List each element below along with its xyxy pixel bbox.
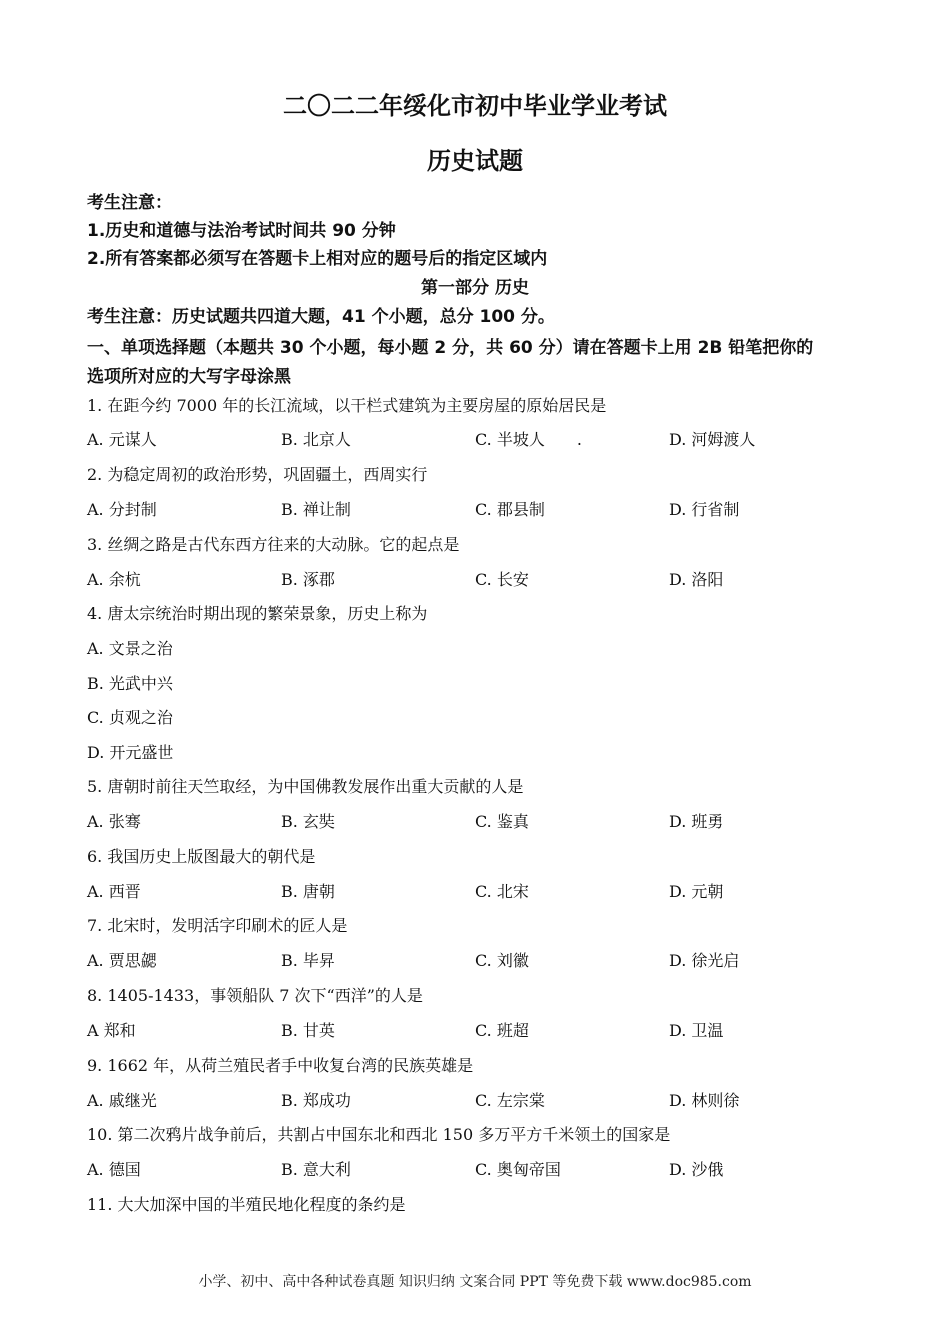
question-option: D. 行省制 xyxy=(669,500,740,519)
question-option: A. 元谋人 xyxy=(87,430,157,449)
question-option: C. 半坡人 . xyxy=(475,430,582,449)
question-stem: 10. 第二次鸦片战争前后，共割占中国东北和西北 150 多万平方千米领土的国家是 xyxy=(87,1125,671,1144)
question-option: D. 河姆渡人 xyxy=(669,430,756,449)
question-option: B. 光武中兴 xyxy=(87,674,173,693)
question-stem: 8. 1405-1433，事领船队 7 次下“西洋”的人是 xyxy=(87,986,423,1005)
question-stem: 7. 北宋时，发明活字印刷术的匠人是 xyxy=(87,916,348,935)
question-option: C. 郡县制 xyxy=(475,500,545,519)
question-stem: 6. 我国历史上版图最大的朝代是 xyxy=(87,847,316,866)
question-option: C. 鉴真 xyxy=(475,812,529,831)
question-stem: 11. 大大加深中国的半殖民地化程度的条约是 xyxy=(87,1195,406,1214)
section-1-instruction-line-1: 一、单项选择题（本题共 30 个小题，每小题 2 分，共 60 分）请在答题卡上用 2B 铅笔把你的 xyxy=(87,338,814,358)
notice-heading: 考生注意： xyxy=(87,193,172,213)
question-option: D. 卫温 xyxy=(669,1021,724,1040)
question-option: D. 班勇 xyxy=(669,812,724,831)
question-option: C. 左宗棠 xyxy=(475,1091,545,1110)
question-option: B. 北京人 xyxy=(281,430,351,449)
question-option: B. 唐朝 xyxy=(281,882,335,901)
question-option: C. 长安 xyxy=(475,570,529,589)
question-option: A. 分封制 xyxy=(87,500,157,519)
question-option: A. 张骞 xyxy=(87,812,141,831)
question-option: A. 戚继光 xyxy=(87,1091,157,1110)
question-option: B. 毕昇 xyxy=(281,951,335,970)
notice-line-2: 2.所有答案都必须写在答题卡上相对应的题号后的指定区域内 xyxy=(87,249,548,269)
question-option: B. 禅让制 xyxy=(281,500,351,519)
question-option: B. 涿郡 xyxy=(281,570,335,589)
question-option: D. 洛阳 xyxy=(669,570,724,589)
question-option: C. 刘徽 xyxy=(475,951,529,970)
question-option: D. 开元盛世 xyxy=(87,743,174,762)
question-option: B. 郑成功 xyxy=(281,1091,351,1110)
question-option: B. 甘英 xyxy=(281,1021,335,1040)
exam-title: 二〇二二年绥化市初中毕业学业考试 xyxy=(283,92,667,120)
question-stem: 2. 为稳定周初的政治形势，巩固疆土，西周实行 xyxy=(87,465,428,484)
question-stem: 3. 丝绸之路是古代东西方往来的大动脉。它的起点是 xyxy=(87,535,460,554)
question-option: C. 北宋 xyxy=(475,882,529,901)
question-option: C. 奥匈帝国 xyxy=(475,1160,561,1179)
notice-line-1: 1.历史和道德与法治考试时间共 90 分钟 xyxy=(87,221,396,241)
section-1-instruction-line-2: 选项所对应的大写字母涂黑 xyxy=(87,367,291,387)
part-notice: 考生注意：历史试题共四道大题，41 个小题，总分 100 分。 xyxy=(87,307,555,327)
question-option: D. 徐光启 xyxy=(669,951,740,970)
question-stem: 4. 唐太宗统治时期出现的繁荣景象，历史上称为 xyxy=(87,604,428,623)
question-option: C. 班超 xyxy=(475,1021,529,1040)
question-option: A 郑和 xyxy=(87,1021,136,1040)
page-footer: 小学、初中、高中各种试卷真题 知识归纳 文案合同 PPT 等免费下载 www.doc985.com xyxy=(198,1274,752,1290)
question-option: A. 西晋 xyxy=(87,882,141,901)
question-option: D. 元朝 xyxy=(669,882,724,901)
question-option: A. 德国 xyxy=(87,1160,141,1179)
question-option: A. 贾思勰 xyxy=(87,951,157,970)
question-option: D. 林则徐 xyxy=(669,1091,740,1110)
exam-subtitle: 历史试题 xyxy=(427,147,523,175)
question-stem: 1. 在距今约 7000 年的长江流域，以干栏式建筑为主要房屋的原始居民是 xyxy=(87,396,607,415)
question-stem: 9. 1662 年，从荷兰殖民者手中收复台湾的民族英雄是 xyxy=(87,1056,474,1075)
question-option: D. 沙俄 xyxy=(669,1160,724,1179)
question-option: A. 文景之治 xyxy=(87,639,173,658)
question-option: B. 意大利 xyxy=(281,1160,351,1179)
part-title: 第一部分 历史 xyxy=(421,278,529,298)
question-option: B. 玄奘 xyxy=(281,812,335,831)
question-option: A. 余杭 xyxy=(87,570,141,589)
question-option: C. 贞观之治 xyxy=(87,708,173,727)
question-stem: 5. 唐朝时前往天竺取经，为中国佛教发展作出重大贡献的人是 xyxy=(87,777,524,796)
